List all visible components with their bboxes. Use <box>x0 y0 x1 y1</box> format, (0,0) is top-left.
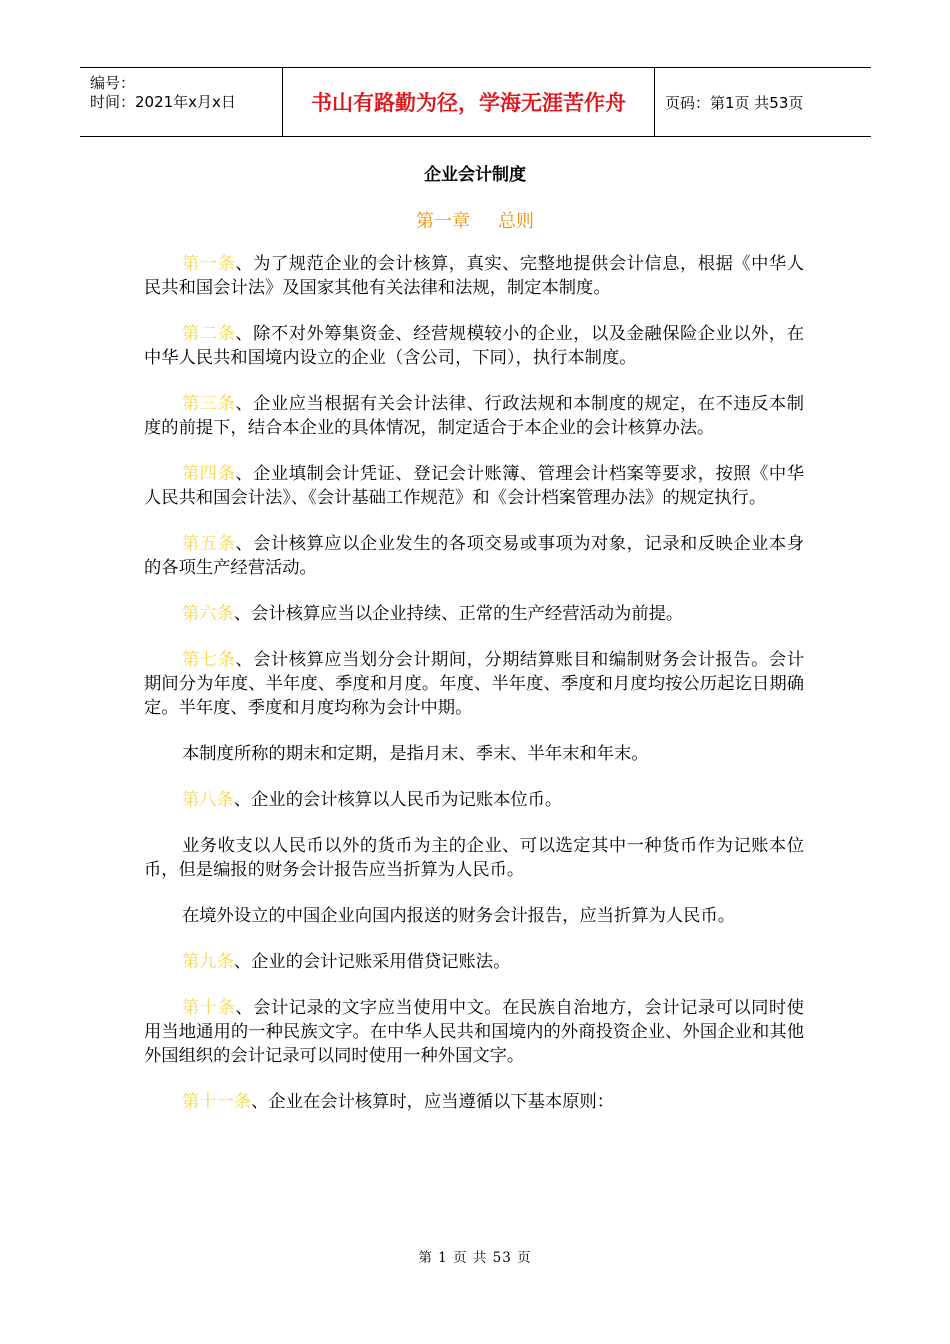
document-number-label: 编号： <box>90 74 136 92</box>
document-time-label: 时间：2021年x月x日 <box>90 93 236 111</box>
page-footer: 第 1 页 共 53 页 <box>418 1250 532 1266</box>
paragraph-text: 、企业填制会计凭证、登记会计账簿、管理会计档案等要求，按照《中华人民共和国会计法》、《会计基础工作规范》和《会计档案管理办法》的规定执行。 <box>144 464 804 508</box>
paragraph <box>144 996 804 1068</box>
article-label: 第一条 <box>182 254 236 274</box>
paragraph-text: 、会计核算应当以企业持续、正常的生产经营活动为前提。 <box>233 604 684 624</box>
paragraph <box>144 788 804 812</box>
document-body <box>144 252 804 1136</box>
document-title: 企业会计制度 <box>424 165 526 185</box>
paragraph-text: 、除不对外筹集资金、经营规模较小的企业，以及金融保险企业以外，在中华人民共和国境内设立的企业（含公司，下同），执行本制度。 <box>144 324 804 368</box>
paragraph <box>144 742 804 766</box>
article-label: 第五条 <box>182 534 236 554</box>
paragraph-text: 、会计核算应以企业发生的各项交易或事项为对象，记录和反映企业本身的各项生产经营活动。 <box>144 534 804 578</box>
paragraph <box>144 602 804 626</box>
article-label: 第六条 <box>182 604 234 624</box>
header-table <box>80 67 871 137</box>
header-page-info: 页码：第1页 共53页 <box>665 93 804 112</box>
chapter-heading <box>0 207 950 233</box>
paragraph-text: 本制度所称的期末和定期，是指月末、季末、半年末和年末。 <box>182 744 649 764</box>
paragraph-text: 、企业应当根据有关会计法律、行政法规和本制度的规定，在不违反本制度的前提下，结合本企业的具体情况，制定适合于本企业的会计核算办法。 <box>144 394 804 438</box>
chapter-number: 第一章 <box>416 211 470 232</box>
article-label: 第二条 <box>182 324 236 344</box>
paragraph <box>144 648 804 720</box>
paragraph-text: 业务收支以人民币以外的货币为主的企业、可以选定其中一种货币作为记账本位币，但是编报的财务会计报告应当折算为人民币。 <box>144 836 804 880</box>
article-label: 第十条 <box>182 998 236 1018</box>
paragraph <box>144 462 804 510</box>
paragraph <box>144 322 804 370</box>
article-label: 第七条 <box>182 650 236 670</box>
header-meta-cell <box>80 68 282 136</box>
paragraph <box>144 834 804 882</box>
article-label: 第四条 <box>182 464 236 484</box>
paragraph-text: 、会计记录的文字应当使用中文。在民族自治地方，会计记录可以同时使用当地通用的一种民族文字。在中华人民共和国境内的外商投资企业、外国企业和其他外国组织的会计记录可以同时使用一种外国文字。 <box>144 998 804 1066</box>
paragraph <box>144 252 804 300</box>
paragraph <box>144 392 804 440</box>
paragraph-text: 在境外设立的中国企业向国内报送的财务会计报告，应当折算为人民币。 <box>182 906 736 926</box>
paragraph-text: 、为了规范企业的会计核算，真实、完整地提供会计信息，根据《中华人民共和国会计法》及国家其他有关法律和法规，制定本制度。 <box>144 254 804 298</box>
paragraph-text: 、企业的会计核算以人民币为记账本位币。 <box>233 790 563 810</box>
paragraph <box>144 532 804 580</box>
article-label: 第八条 <box>182 790 234 810</box>
chapter-name: 总则 <box>498 211 534 232</box>
paragraph-text: 、会计核算应当划分会计期间，分期结算账目和编制财务会计报告。会计期间分为年度、半年度、季度和月度。年度、半年度、季度和月度均按公历起讫日期确定。半年度、季度和月度均称为会计中期。 <box>144 650 804 718</box>
article-label: 第九条 <box>182 952 234 972</box>
article-label: 第十一条 <box>182 1092 252 1112</box>
article-label: 第三条 <box>182 394 236 414</box>
paragraph-text: 、企业在会计核算时，应当遵循以下基本原则： <box>251 1092 615 1112</box>
paragraph <box>144 904 804 928</box>
paragraph <box>144 950 804 974</box>
paragraph <box>144 1090 804 1114</box>
paragraph-text: 、企业的会计记账采用借贷记账法。 <box>233 952 511 972</box>
header-motto: 书山有路勤为径，学海无涯苦作舟 <box>282 68 655 136</box>
